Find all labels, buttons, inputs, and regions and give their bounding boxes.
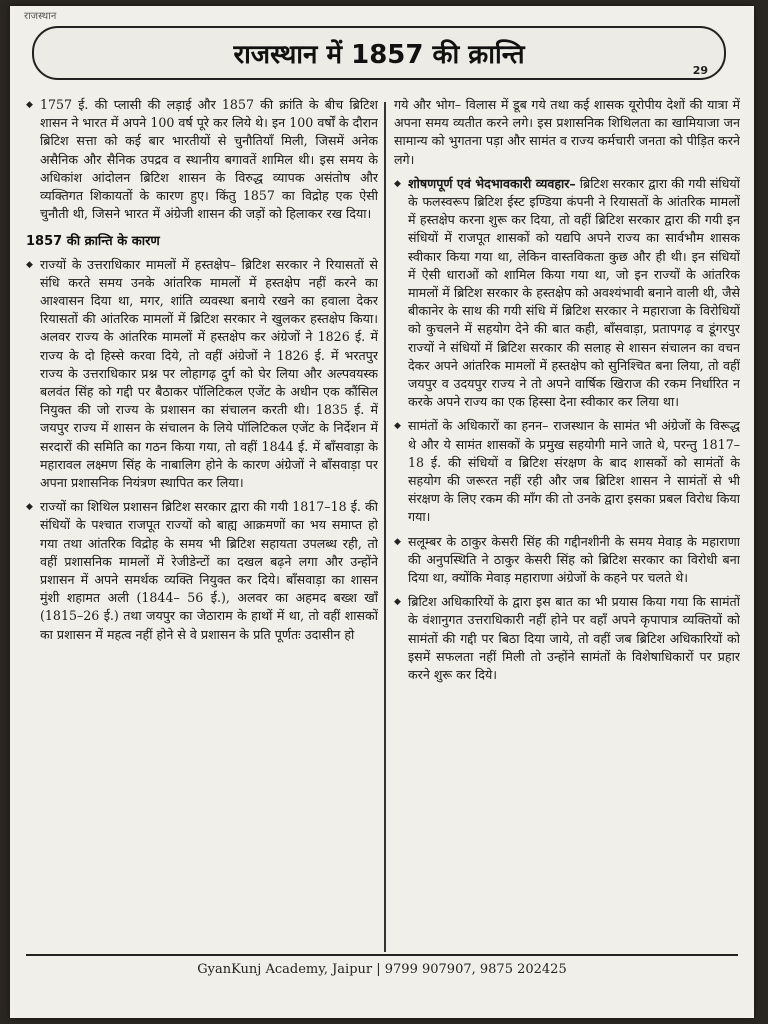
right-column — [394, 96, 740, 946]
page-number: 29 — [692, 64, 708, 77]
section-heading: 1857 की क्रान्ति के कारण — [26, 234, 160, 250]
left-column — [26, 96, 378, 946]
title-banner — [32, 26, 726, 80]
bullet-body-text: ब्रिटिश सरकार द्वारा की गयी संधियों के फलस्वरूप ब्रिटिश ईस्ट इण्डिया कंपनी ने रियासतों के आंतरिक मामलों में हस्तक्षेप करना शुरू कर दिया, तो वहीं ब्रिटिश सरकार द्वारा की गयी इन संधियों में राजपूत शासकों को यद्यपि अपने राज्य का सार्वभौम शासक स्वीकार किया गया था, लेकिन वास्तविकता कुछ और ही थी। इन संधियों में ऐसी धाराओं को शामिल किया गया था, जो इन राज्यों के आंतरिक मामलों में ब्रिटिश सरकार के हस्तक्षेप को अवश्यंभावी बनाने वाली थी, जैसे बीकानेर के साथ की गयी संधि में ब्रिटिश सरकार ने महाराजा के विरोधियों को कुचलने में सहयोग देने की बात कही, बाँसवाड़ा, प्रतापगढ़ व डूंगरपुर राज्यों ने संधियों में ब्रिटिश सरकार की सलाह से शासन संचालन का वचन देकर अपने आंतरिक मामलों में हस्तक्षेप को सुनिश्चित बना लिया, तो वहीं जयपुर व उदयपुर राज्य ने तो अपने वार्षिक खिराज की रकम निर्धारित न करके अपने राज्य का एक हिस्सा देना स्वीकार कर लिया था। — [408, 175, 740, 410]
footer-rule — [26, 954, 738, 956]
bullet-lax-administration: ◆ राज्यों का शिथिल प्रशासन ब्रिटिश सरकार द्वारा की गयी 1817–18 ई. की संधियों के पश्चात राजपूत राज्यों को बाह्य आक्रमणों का भय समाप्त हो गया तथा आंतरिक विद्रोह के समय भी ब्रिटिश सहायता उपलब्ध रही, तो वहीं प्रशासनिक मामलों में रेजीडेन्टों का दखल बढ़ने लगा और उन्होंने प्रशासन में अपने समर्थक व्यक्ति नियुक्त कर दिये। बाँसवाड़ा का शासन मुंशी शहामत अली (1844– 56 ई.), अलवर का अहमद बख्श खाँ (1815–26 ई.) तथा जयपुर का जेठाराम के हाथों में था, तो वहीं शासकों का प्रशासन में महत्व नहीं होने से वे प्रशासन के प्रति पूर्णतः उदासीन हो — [26, 498, 378, 644]
column-divider — [384, 102, 386, 952]
bullet-exploitative-treatment — [394, 175, 740, 412]
intro-paragraph: ◆ 1757 ई. की प्लासी की लड़ाई और 1857 की क्रांति के बीच ब्रिटिश शासन ने भारत में अपने 100 वर्ष पूरे कर लिये थे। इन 100 वर्षों के दौरान ब्रिटिश सत्ता को कई बार भारतीयों से चुनौतियाँ मिली, जिसमें अनेक असैनिक और सैनिक उपद्रव व स्थानीय बगावतें शामिल थी। इस समय के अधिकांश आंदोलन ब्रिटिश शासन के विरुद्ध व्यापक असंतोष और व्यक्तिगत शिकायतों के कारण हुए। किंतु 1857 का विद्रोह एक ऐसी चुनौती थी, जिसने भारत में अंग्रेजी शासन की जड़ों को हिलाकर रख दिया। — [26, 96, 378, 223]
bullet-salumber-thakur: ◆ सलूम्बर के ठाकुर केसरी सिंह की गद्दीनशीनी के समय मेवाड़ के महाराणा की अनुपस्थिति ने ठाकुर केसरी सिंह को ब्रिटिश सरकार का विरोधी बना दिया था, क्योंकि मेवाड़ महाराणा अंग्रेजों के कहने पर चलते थे। — [394, 533, 740, 588]
book-page — [10, 6, 754, 1018]
bullet-british-officers: ◆ ब्रिटिश अधिकारियों के द्वारा इस बात का भी प्रयास किया गया कि सामंतों के वंशानुगत उत्तराधिकारी नहीं होने पर वहाँ अपने कृपापात्र व्यक्तियों को सामंतों की गद्दी पर बिठा दिया जाये, तो वहीं जब ब्रिटिश अधिकारियों को इसमें सफलता नहीं मिली तो उन्होंने सामंतों के विशेषाधिकारों पर प्रहार करने शुरू कर दिये। — [394, 593, 740, 684]
running-head: राजस्थान — [24, 11, 57, 22]
footer-credit: GyanKunj Academy, Jaipur | 9799 907907, 9875 202425 — [197, 962, 567, 977]
continuation-paragraph: गये और भोग– विलास में डूब गये तथा कई शासक यूरोपीय देशों की यात्रा में अपना समय व्यतीत करने लगे। इस प्रशासनिक शिथिलता का खामियाजा जन सामान्य को भुगतना पड़ा और सामंत व राज्य कर्मचारी जनता को पीड़ित करने लगे। — [394, 97, 740, 167]
bullet-succession-interference: ◆ राज्यों के उत्तराधिकार मामलों में हस्तक्षेप– ब्रिटिश सरकार ने रियासतों से संधि करते समय उनके आंतरिक मामलों में हस्तक्षेप नहीं करने का आश्वासन दिया था, मगर, शांति व्यवस्था बनाये रखने का हवाला देकर रियासतों की आंतरिक मामलों में ब्रिटिश सरकार ने खुलकर हस्तक्षेप किया। अलवर राज्य के आंतरिक मामलों में हस्तक्षेप कर अंग्रेजों ने 1826 ई. में राज्य के दो हिस्से करवा दिये, तो वहीं अंग्रेजों ने 1826 ई. में भरतपुर राज्य के उत्तराधिकार प्रश्न पर लोहागढ़ दुर्ग को घेर लिया और अल्पवयस्क बलवंत सिंह को गद्दी पर बैठाकर पॉलिटिकल एजेंट के अधीन एक कौंसिल नियुक्त की जो राज्य के प्रशासन का संचालन करती थी। 1835 ई. में जयपुर राज्य में शासन के संचालन के लिये पॉलिटिकल एजेंट के निर्देशन में सरदारों की समिति का गठन किया गया, तो वहीं 1844 ई. में बाँसवाड़ा के महारावल लक्ष्मण सिंह के नाबालिग होने के कारण अंग्रेजों ने बाँसवाड़ा पर अपना प्रशासनिक नियंत्रण स्थापित कर लिया। — [26, 256, 378, 493]
page-title: राजस्थान में 1857 की क्रान्ति — [233, 40, 525, 70]
bullet-feudal-rights: ◆ सामंतों के अधिकारों का हनन– राजस्थान के सामंत भी अंग्रेजों के विरूद्ध थे और ये सामंत शासकों के प्रमुख सहयोगी माने जाते थे, परन्तु 1817–18 ई. की संधियों व ब्रिटिश संरक्षण के बाद शासकों को सामंतों के सहयोग की जरूरत नहीं रही और जब ब्रिटिश शासन ने सामंतों से भी संरक्षण के लिए रकम की माँग की तो उनके द्वारा इसका प्रबल विरोध किया गया। — [394, 417, 740, 526]
bullet-lead-text: शोषणपूर्ण एवं भेदभावकारी व्यवहार– — [408, 175, 576, 191]
